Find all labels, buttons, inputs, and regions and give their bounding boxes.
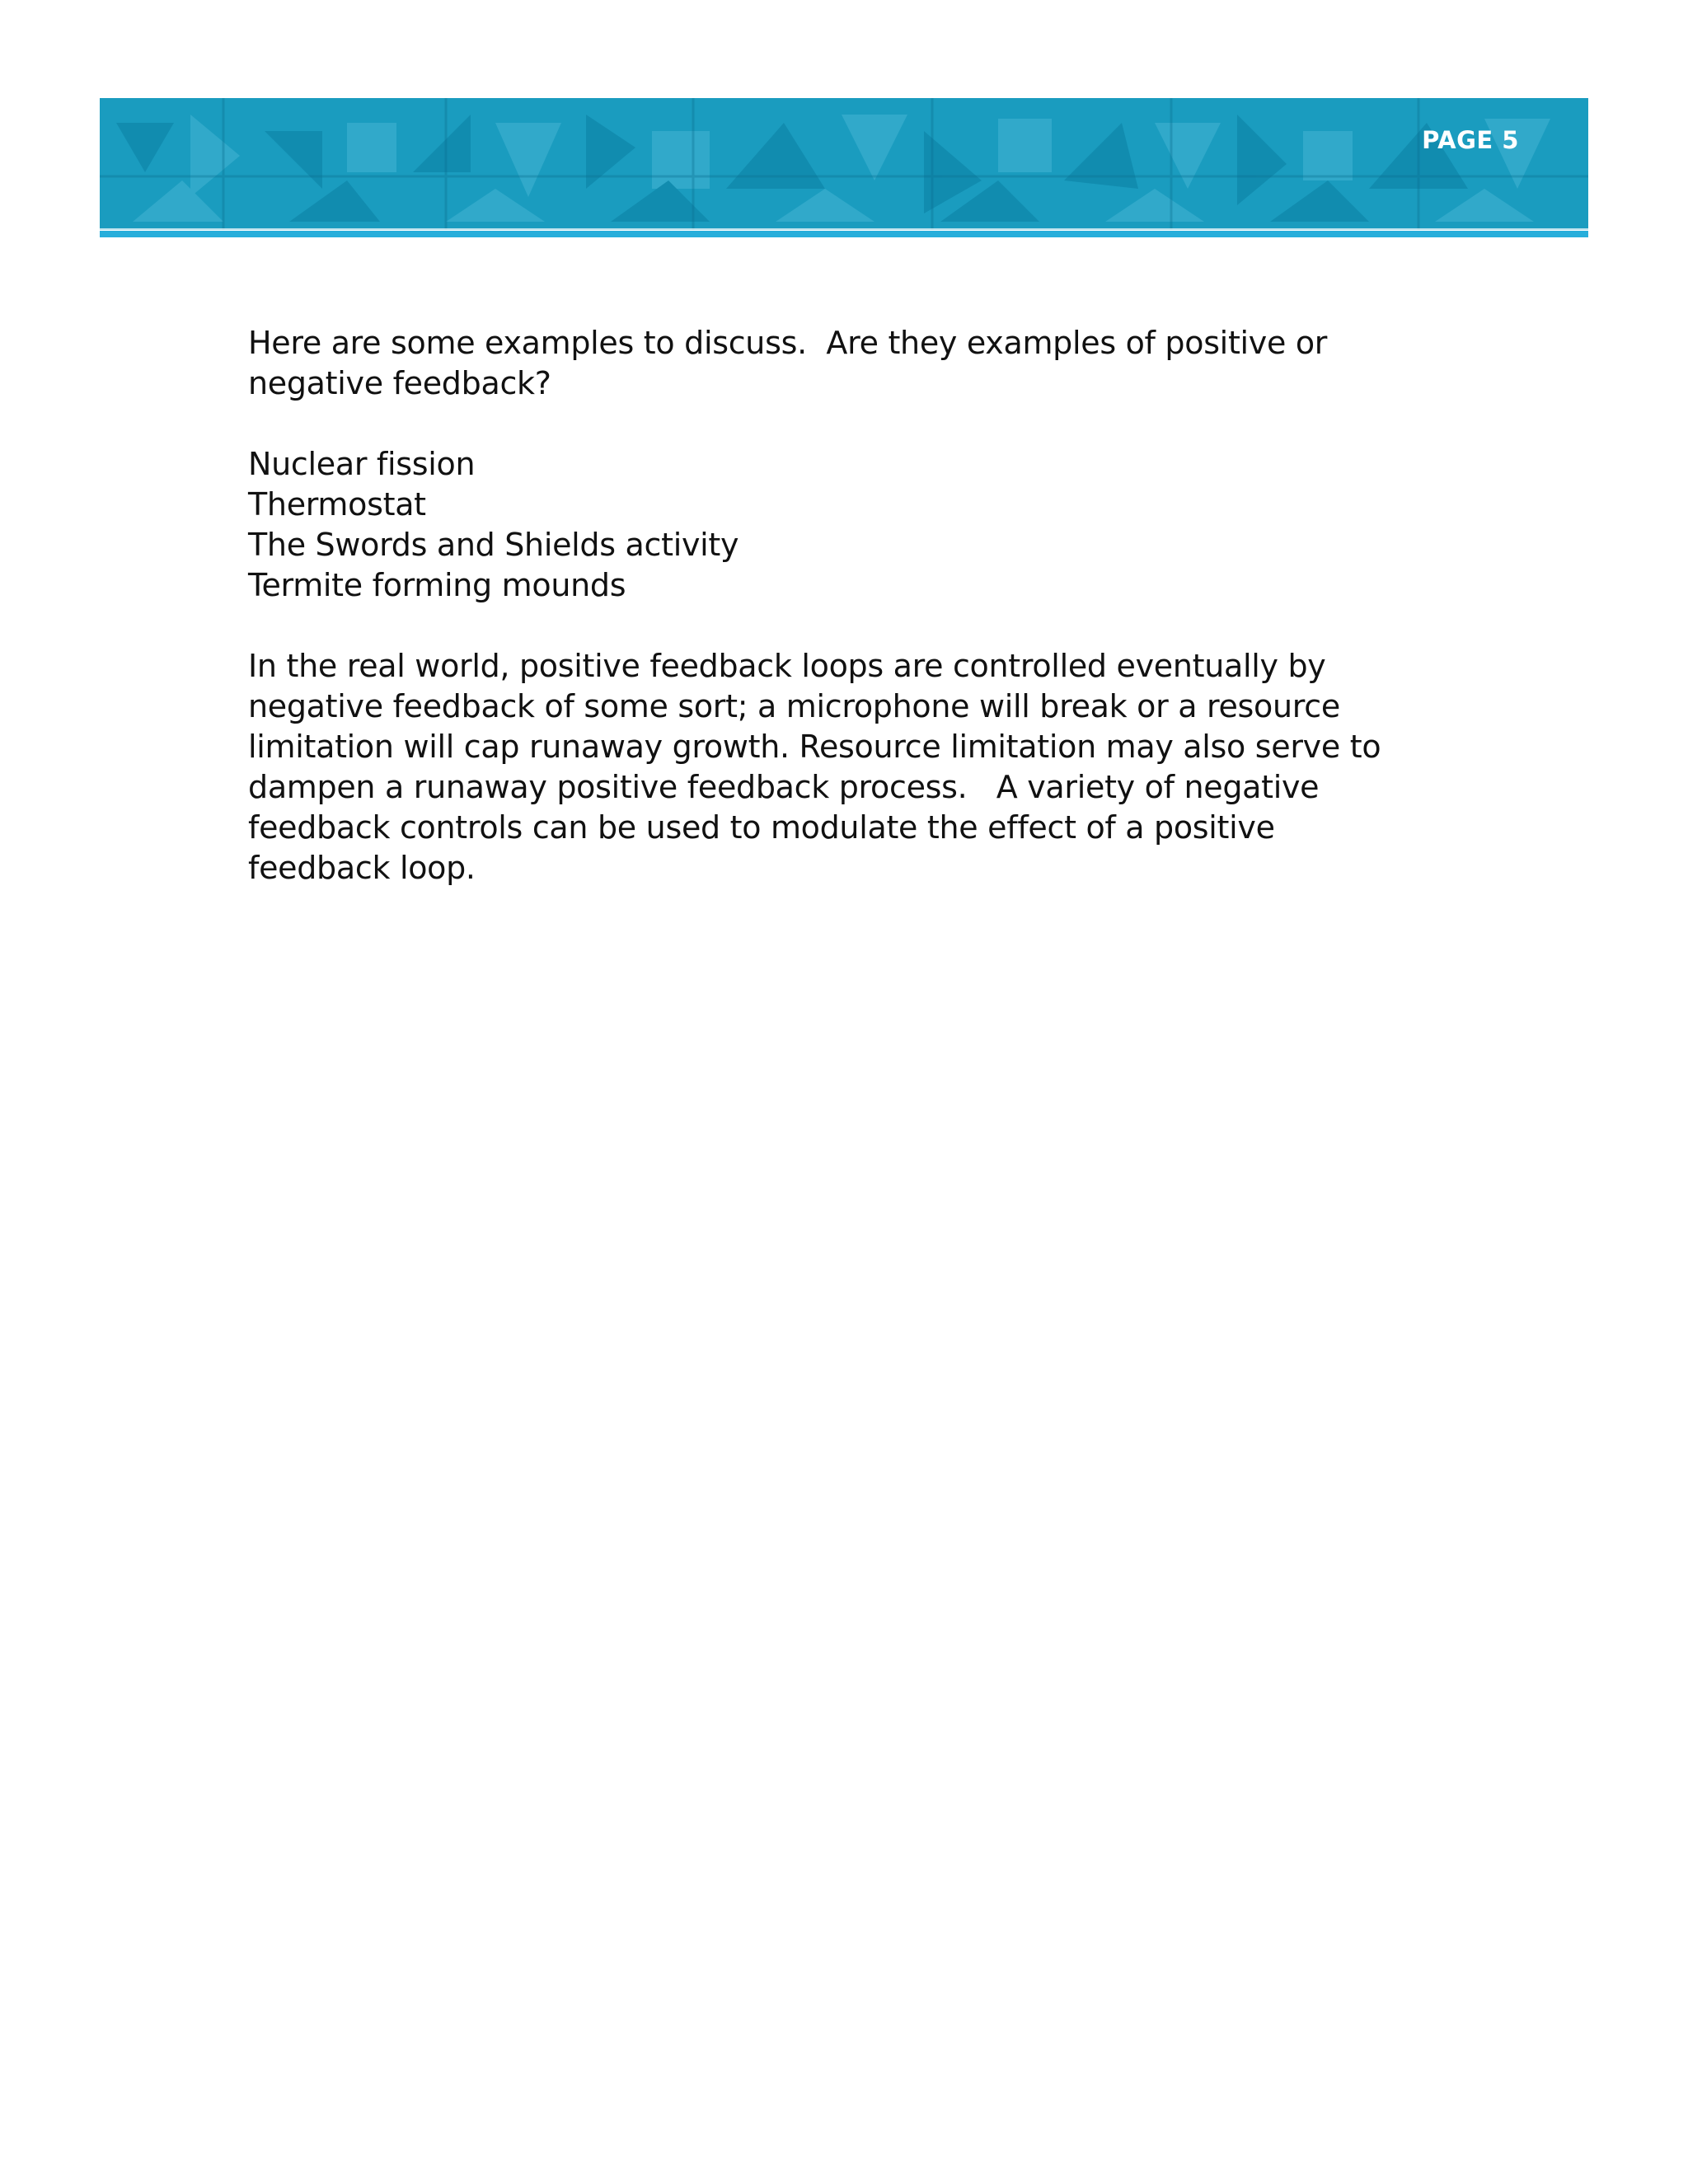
- paragraph-line: dampen a runaway positive feedback process. A variety of negative: [248, 769, 1320, 805]
- paragraph-line: negative feedback of some sort; a microphone will break or a resource: [248, 688, 1340, 724]
- intro-line: negative feedback?: [248, 365, 551, 401]
- header-banner: [100, 98, 1588, 240]
- list-item: The Swords and Shields activity: [248, 527, 739, 563]
- spacer: [248, 606, 1435, 646]
- banner-pattern: [100, 98, 1588, 240]
- intro-line: Here are some examples to discuss. Are they examples of positive or: [248, 325, 1328, 361]
- list-item: Termite forming mounds: [248, 567, 626, 603]
- intro-paragraph: [248, 323, 1435, 404]
- list-item: Thermostat: [248, 486, 426, 523]
- page-number-label: PAGE 5: [1422, 126, 1519, 154]
- paragraph-line: feedback loop.: [248, 850, 476, 886]
- paragraph-line: In the real world, positive feedback loops are controlled eventually by: [248, 648, 1326, 684]
- list-item: Nuclear fission: [248, 446, 476, 482]
- paragraph-line: limitation will cap runaway growth. Resource limitation may also serve to: [248, 729, 1381, 765]
- paragraph-line: feedback controls can be used to modulate the effect of a positive: [248, 809, 1275, 846]
- feedback-paragraph: [248, 646, 1435, 888]
- examples-list: [248, 444, 1435, 606]
- spacer: [248, 404, 1435, 444]
- page-content: [248, 323, 1435, 888]
